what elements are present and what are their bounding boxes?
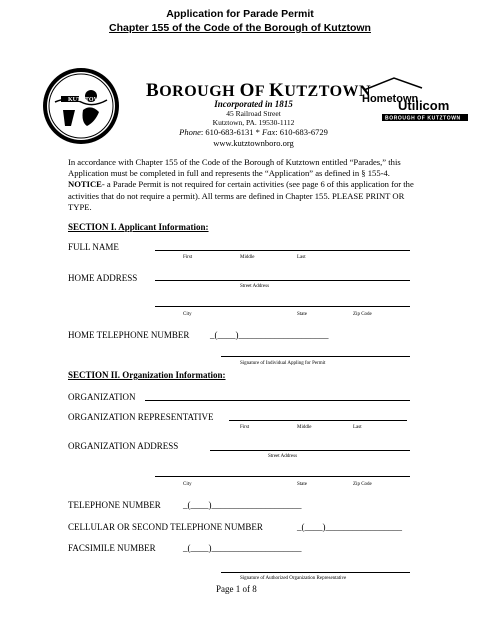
caption-zip: Zip Code [353, 312, 372, 317]
org-signature-field[interactable] [221, 572, 410, 573]
caption-city: City [183, 312, 192, 317]
org-address-label: ORGANIZATION ADDRESS [68, 441, 179, 451]
form-subtitle: Chapter 155 of the Code of the Borough of Kutztown [109, 22, 371, 34]
organization-label: ORGANIZATION [68, 392, 136, 402]
cellular-label: CELLULAR OR SECOND TELEPHONE NUMBER [68, 522, 263, 532]
applicant-signature-field[interactable] [221, 356, 410, 357]
full-name-field[interactable] [155, 250, 410, 251]
incorporated-line: Incorporated in 1815 [214, 99, 293, 109]
org-caption-street-address: Street Address [268, 454, 298, 459]
utilicom-logo [360, 76, 470, 124]
org-street-field[interactable] [210, 450, 410, 451]
website: www.kutztownboro.org [213, 138, 294, 148]
org-caption-zip: Zip Code [353, 482, 372, 487]
home-address-label: HOME ADDRESS [68, 273, 138, 283]
full-name-label: FULL NAME [68, 242, 119, 252]
home-city-state-zip-field[interactable] [155, 306, 410, 307]
form-title: Application for Parade Permit [166, 8, 314, 20]
org-telephone-label: TELEPHONE NUMBER [68, 500, 161, 510]
org-signature-caption: Signature of Authorized Organization Representative [240, 576, 347, 581]
caption-street-address: Street Address [240, 284, 270, 289]
page-number: Page 1 of 8 [216, 584, 257, 594]
rep-caption-last: Last [353, 425, 362, 430]
rep-caption-first: First [240, 425, 250, 430]
facsimile-field[interactable]: _(____)____________________ [183, 543, 302, 553]
phone-fax-line: Phone: 610-683-6131 * Fax: 610-683-6729 [179, 127, 328, 137]
caption-first: First [183, 255, 193, 260]
svg-text:Hometown: Hometown [362, 93, 419, 105]
section2-heading: SECTION II. Organization Information: [68, 370, 226, 380]
home-phone-label: HOME TELEPHONE NUMBER [68, 330, 190, 340]
cellular-field[interactable]: _(____)_________________ [297, 522, 402, 532]
org-caption-city: City [183, 482, 192, 487]
caption-middle: Middle [240, 255, 255, 260]
svg-text:BOROUGH OF KUTZTOWN: BOROUGH OF KUTZTOWN [385, 115, 461, 122]
org-telephone-field[interactable]: _(____)____________________ [183, 500, 302, 510]
rep-caption-middle: Middle [297, 425, 312, 430]
org-rep-field[interactable] [229, 420, 407, 421]
borough-name: BOROUGH OF KUTZTOWN [146, 80, 372, 101]
applicant-signature-caption: Signature of Individual Appling for Permit [240, 361, 326, 366]
caption-state: State [297, 312, 307, 317]
city-line: Kutztown, PA. 19530-1112 [212, 118, 295, 127]
caption-last: Last [297, 255, 306, 260]
svg-text:KUTZTOWN: KUTZTOWN [68, 97, 104, 103]
intro-paragraph: In accordance with Chapter 155 of the Code of the Borough of Kutztown entitled “Parades,” this Application must be completed in full and represents the “Application” as defined in § 155-4. NOTICE- a Parade Permit is not required for certain activities (see page 6 of this application for the activities that do not require a permit). All terms are defined in Chapter 155. PLEASE PRINT OR TYPE. [68, 157, 414, 212]
home-street-field[interactable] [155, 280, 410, 281]
org-city-state-zip-field[interactable] [155, 476, 410, 477]
home-phone-field[interactable]: _(____)____________________ [210, 330, 329, 340]
borough-seal-logo [41, 66, 121, 146]
svg-text:Utilicom: Utilicom [398, 98, 450, 113]
section1-heading: SECTION I. Applicant Information: [68, 222, 209, 232]
org-caption-state: State [297, 482, 307, 487]
org-rep-label: ORGANIZATION REPRESENTATIVE [68, 412, 214, 422]
organization-field[interactable] [145, 400, 410, 401]
street-address: 45 Railroad Street [226, 109, 281, 118]
facsimile-label: FACSIMILE NUMBER [68, 543, 156, 553]
